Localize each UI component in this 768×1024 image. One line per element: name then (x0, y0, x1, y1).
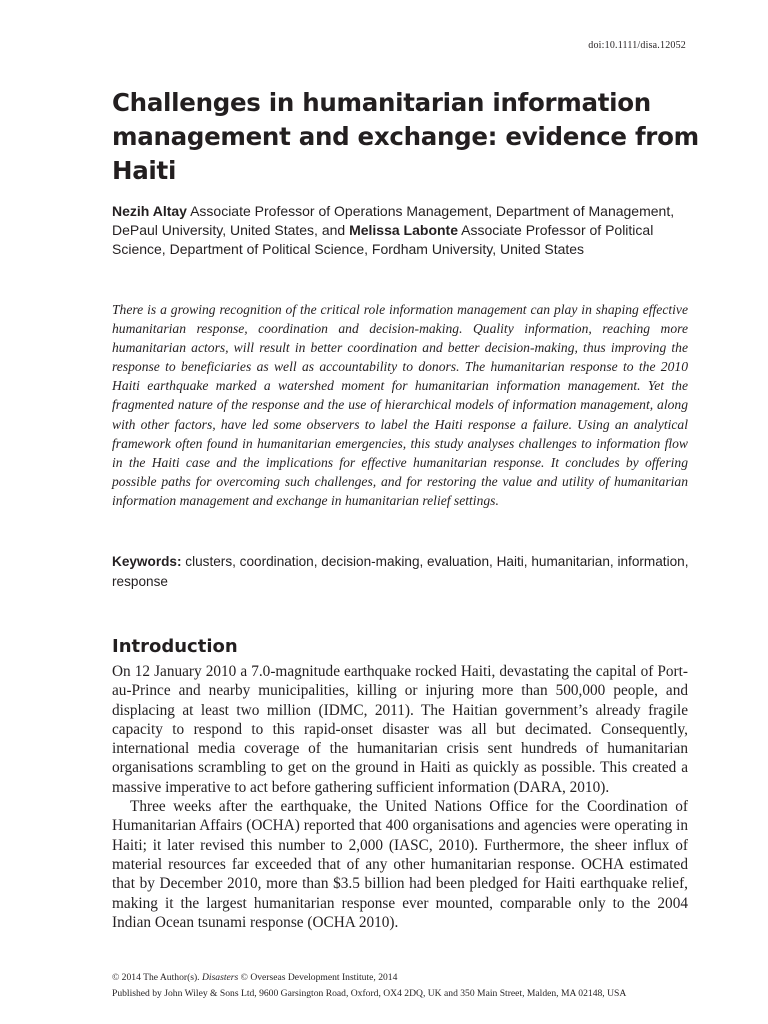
abstract: There is a growing recognition of the critical role information management can play in shaping effective humanitarian response, coordination and decision-making. Quality information, reaching more humanitarian actors, will result in better coordination and better decision-making, thus improving the response to beneficiaries as well as accountability to donors. The humanitarian response to the 2010 Haiti earthquake marked a watershed moment for humanitarian information management. Yet the fragmented nature of the response and the use of hierarchical models of information management, along with other factors, have led some observers to label the Haiti response a failure. Using an analytical framework often found in humanitarian emergencies, this study analyses challenges to information flow in the Haiti case and the implications for effective humanitarian response. It concludes by offering possible paths for overcoming such challenges, and for restoring the value and utility of humanitarian information management and exchange in humanitarian relief settings. (112, 302, 688, 508)
introduction-body (112, 662, 688, 932)
keywords (112, 552, 692, 591)
publisher-line: Published by John Wiley & Sons Ltd, 9600 Garsington Road, Oxford, OX4 2DQ, UK and 350 Main Street, Malden, MA 02148, USA (112, 988, 627, 999)
author-name: Nezih Altay (112, 203, 187, 219)
copyright-suffix: © Overseas Development Institute, 2014 (238, 972, 398, 983)
body-paragraph: On 12 January 2010 a 7.0-magnitude earthquake rocked Haiti, devastating the capital of Port-au-Prince and nearby municipalities, killing or injuring more than 500,000 people, and displacing at least two million (IDMC, 2011). The Haitian government’s already fragile capacity to respond to this rapid-onset disaster was all but decimated. Consequently, international media coverage of the humanitarian crisis sent hundreds of humanitarian organisations scrambling to get on the ground in Haiti as quickly as possible. This created a massive imperative to act before gathering sufficient information (DARA, 2010). (112, 663, 688, 796)
body-paragraph: Three weeks after the earthquake, the United Nations Office for the Coordination of Humanitarian Affairs (OCHA) reported that 400 organisations and agencies were operating in Haiti; it later revised this number to 2,000 (IASC, 2010). Furthermore, the sheer influx of material resources far exceeded that of any other humanitarian response. OCHA estimated that by December 2010, more than $3.5 billion had been pledged for Haiti earthquake relief, making it the largest humanitarian response ever mounted, comparable only to the 2004 Indian Ocean tsunami response (OCHA 2010). (112, 798, 688, 931)
copyright-line (112, 970, 692, 986)
keywords-list: clusters, coordination, decision-making, evaluation, Haiti, humanitarian, information, response (112, 554, 689, 589)
journal-name: Disasters (201, 972, 239, 983)
article-title: Challenges in humanitarian information management and exchange: evidence from Haiti (112, 88, 699, 185)
author-affiliation: Associate Professor of Political Science, Department of Political Science, Fordham University, United States (112, 222, 654, 258)
doi-label: doi:10.1111/disa.12052 (588, 40, 686, 51)
section-heading-introduction: Introduction (112, 636, 238, 657)
keywords-label: Keywords: (112, 554, 182, 569)
copyright-prefix: © 2014 The Author(s). (112, 972, 202, 983)
page-footer (112, 970, 692, 1002)
author-block (112, 202, 692, 260)
author-affiliation: Associate Professor of Operations Management, Department of Management, DePaul University, United States, and (112, 203, 675, 239)
author-name: Melissa Labonte (349, 222, 458, 239)
